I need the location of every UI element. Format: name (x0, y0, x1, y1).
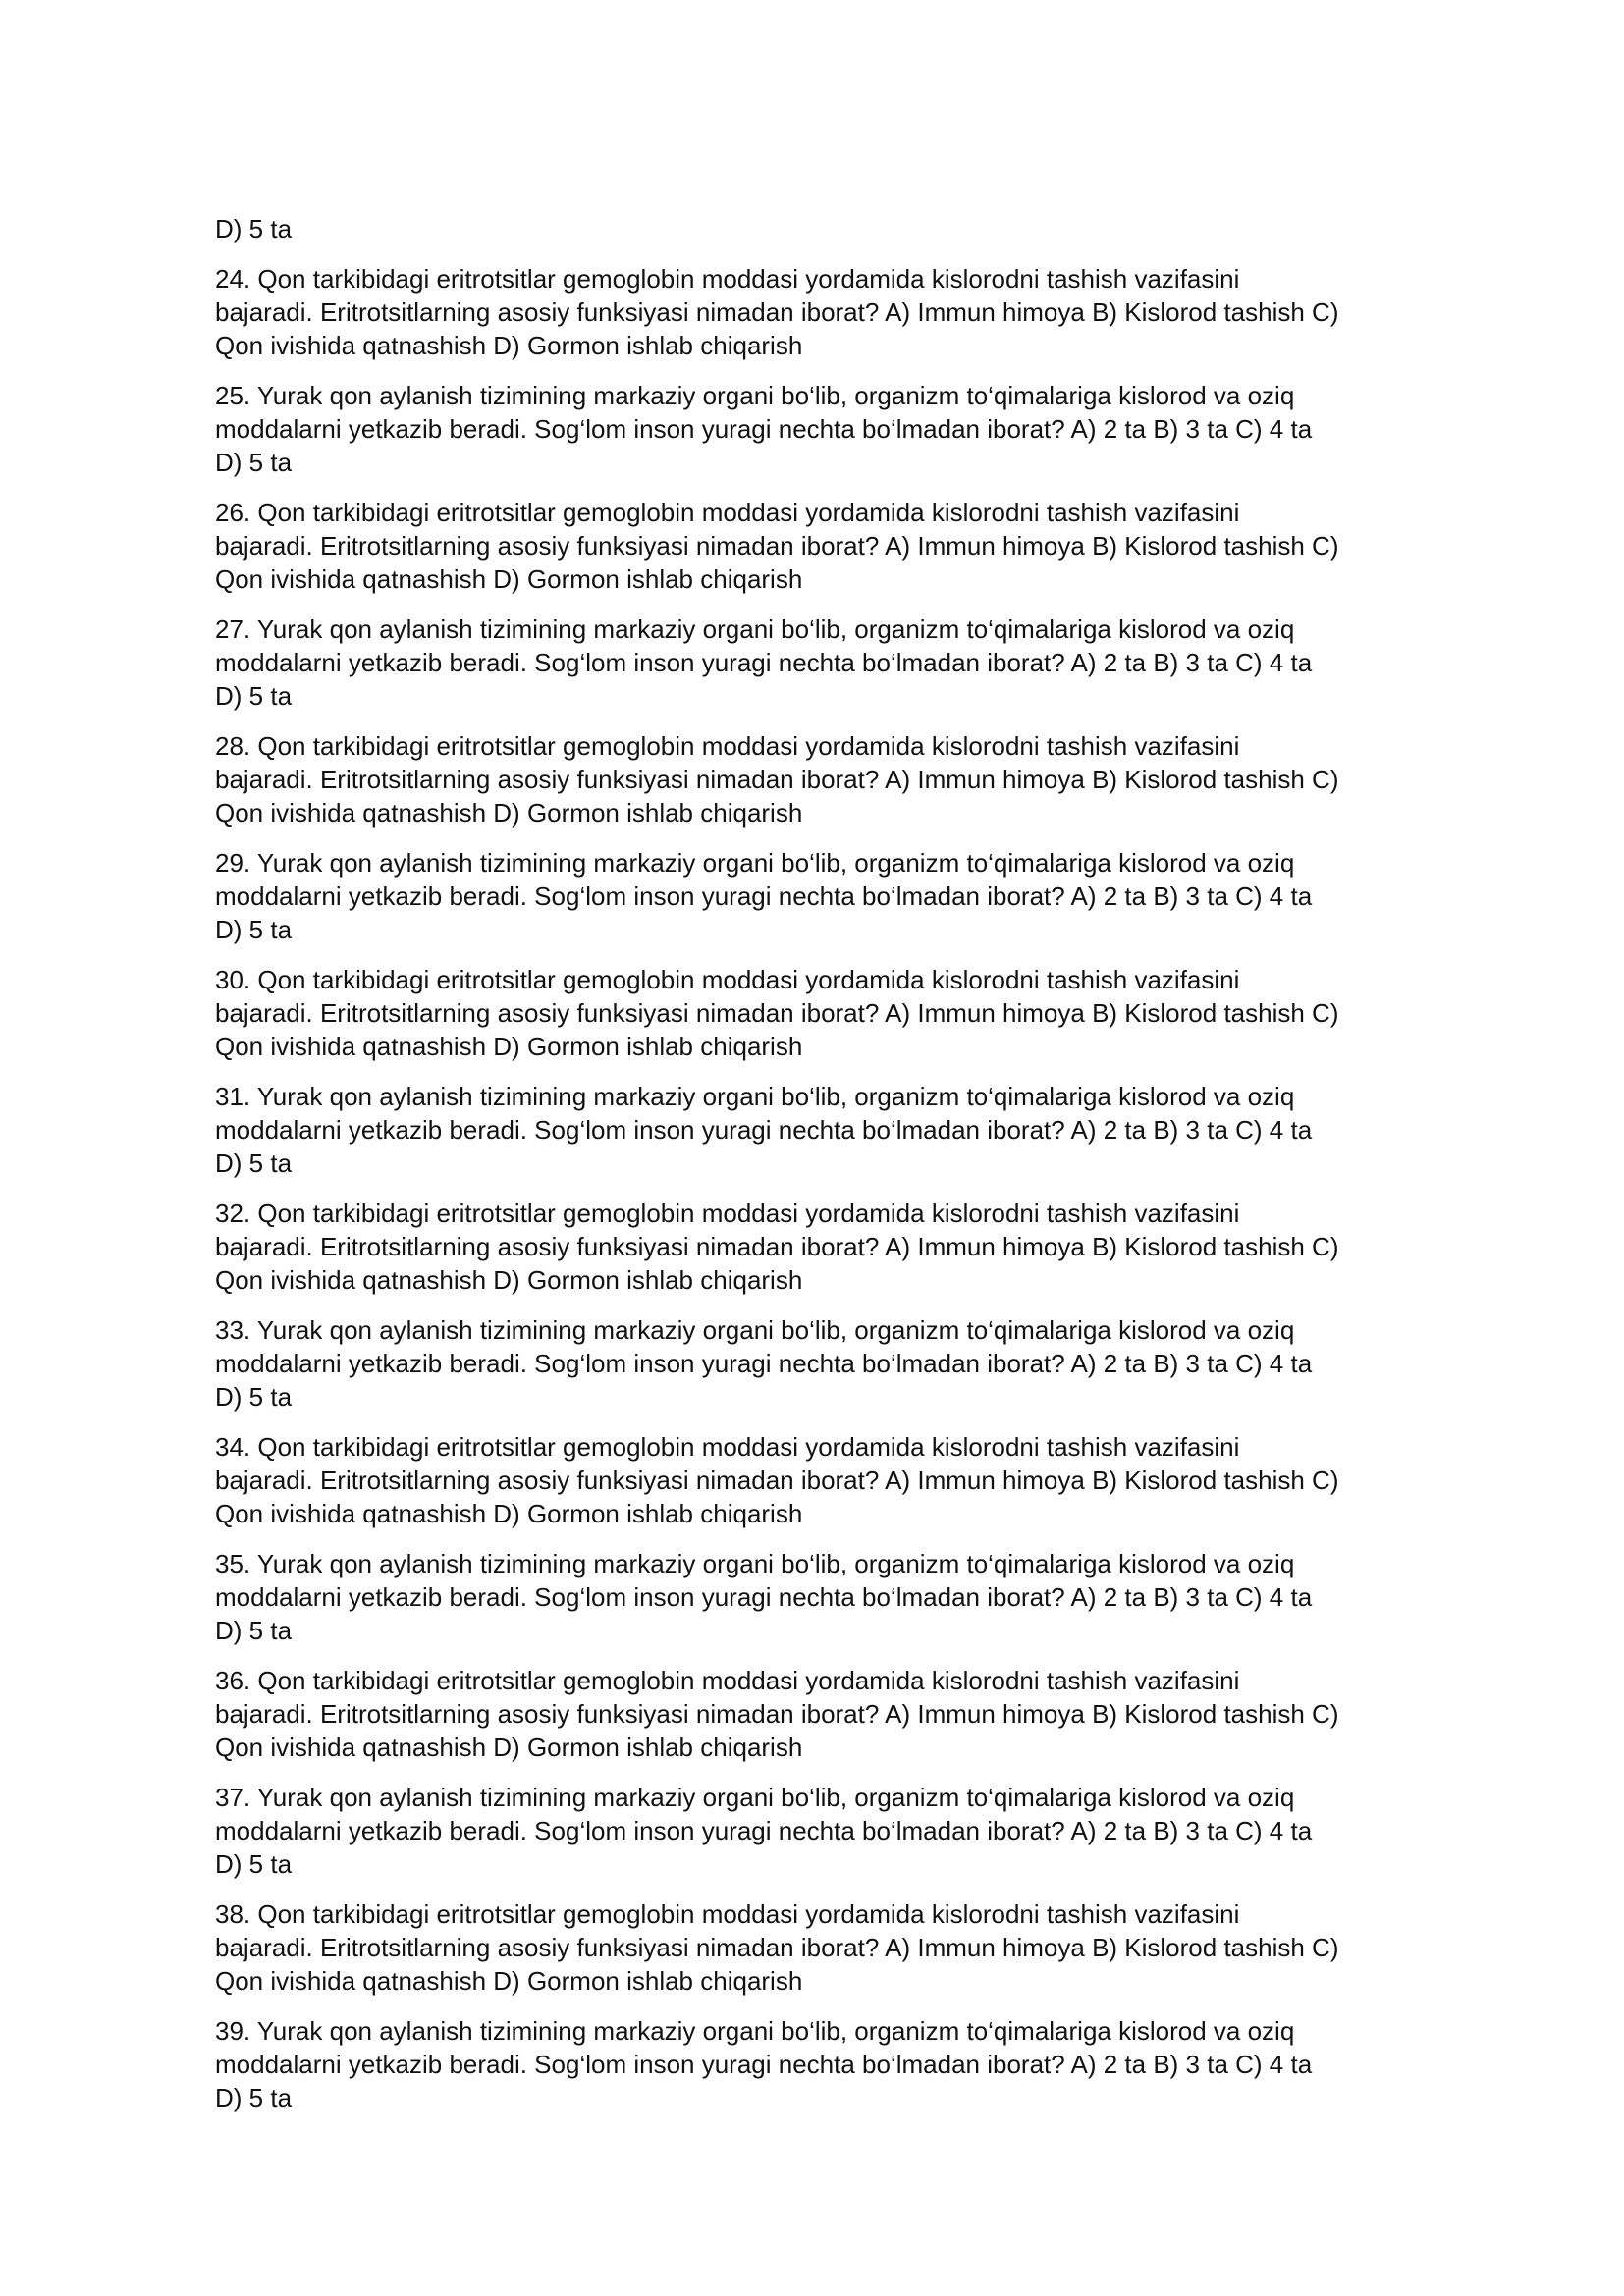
question-26: 26. Qon tarkibidagi eritrotsitlar gemoglobin moddasi yordamida kislorodni tashish vazifasini bajaradi. Eritrotsitlarning asosiy funksiyasi nimadan iborat? A) Immun himoya B) Kislorod tashish C) Qon ivishida qatnashish D) Gormon ishlab chiqarish (215, 498, 1339, 594)
question-30: 30. Qon tarkibidagi eritrotsitlar gemoglobin moddasi yordamida kislorodni tashish vazifasini bajaradi. Eritrotsitlarning asosiy funksiyasi nimadan iborat? A) Immun himoya B) Kislorod tashish C) Qon ivishida qatnashish D) Gormon ishlab chiqarish (215, 965, 1339, 1061)
question-39: 39. Yurak qon aylanish tizimining markaziy organi bo‘lib, organizm to‘qimalariga kislorod va oziq moddalarni yetkazib beradi. Sog‘lom inson yuragi nechta bo‘lmadan iborat? A) 2 ta B) 3 ta C) 4 ta D) 5 ta (215, 2016, 1313, 2112)
question-27: 27. Yurak qon aylanish tizimining markaziy organi bo‘lib, organizm to‘qimalariga kislorod va oziq moddalarni yetkazib beradi. Sog‘lom inson yuragi nechta bo‘lmadan iborat? A) 2 ta B) 3 ta C) 4 ta D) 5 ta (215, 614, 1313, 711)
question-31: 31. Yurak qon aylanish tizimining markaziy organi bo‘lib, organizm to‘qimalariga kislorod va oziq moddalarni yetkazib beradi. Sog‘lom inson yuragi nechta bo‘lmadan iborat? A) 2 ta B) 3 ta C) 4 ta D) 5 ta (215, 1082, 1313, 1178)
question-37: 37. Yurak qon aylanish tizimining markaziy organi bo‘lib, organizm to‘qimalariga kislorod va oziq moddalarni yetkazib beradi. Sog‘lom inson yuragi nechta bo‘lmadan iborat? A) 2 ta B) 3 ta C) 4 ta D) 5 ta (215, 1783, 1313, 1879)
question-28: 28. Qon tarkibidagi eritrotsitlar gemoglobin moddasi yordamida kislorodni tashish vazifasini bajaradi. Eritrotsitlarning asosiy funksiyasi nimadan iborat? A) Immun himoya B) Kislorod tashish C) Qon ivishida qatnashish D) Gormon ishlab chiqarish (215, 731, 1339, 828)
question-34: 34. Qon tarkibidagi eritrotsitlar gemoglobin moddasi yordamida kislorodni tashish vazifasini bajaradi. Eritrotsitlarning asosiy funksiyasi nimadan iborat? A) Immun himoya B) Kislorod tashish C) Qon ivishida qatnashish D) Gormon ishlab chiqarish (215, 1432, 1339, 1528)
paragraph-continuation: D) 5 ta (215, 214, 293, 243)
document-body (215, 212, 1433, 2131)
question-33: 33. Yurak qon aylanish tizimining markaziy organi bo‘lib, organizm to‘qimalariga kislorod va oziq moddalarni yetkazib beradi. Sog‘lom inson yuragi nechta bo‘lmadan iborat? A) 2 ta B) 3 ta C) 4 ta D) 5 ta (215, 1315, 1313, 1412)
question-36: 36. Qon tarkibidagi eritrotsitlar gemoglobin moddasi yordamida kislorodni tashish vazifasini bajaradi. Eritrotsitlarning asosiy funksiyasi nimadan iborat? A) Immun himoya B) Kislorod tashish C) Qon ivishida qatnashish D) Gormon ishlab chiqarish (215, 1666, 1339, 1762)
question-35: 35. Yurak qon aylanish tizimining markaziy organi bo‘lib, organizm to‘qimalariga kislorod va oziq moddalarni yetkazib beradi. Sog‘lom inson yuragi nechta bo‘lmadan iborat? A) 2 ta B) 3 ta C) 4 ta D) 5 ta (215, 1549, 1313, 1645)
question-29: 29. Yurak qon aylanish tizimining markaziy organi bo‘lib, organizm to‘qimalariga kislorod va oziq moddalarni yetkazib beradi. Sog‘lom inson yuragi nechta bo‘lmadan iborat? A) 2 ta B) 3 ta C) 4 ta D) 5 ta (215, 848, 1313, 944)
question-32: 32. Qon tarkibidagi eritrotsitlar gemoglobin moddasi yordamida kislorodni tashish vazifasini bajaradi. Eritrotsitlarning asosiy funksiyasi nimadan iborat? A) Immun himoya B) Kislorod tashish C) Qon ivishida qatnashish D) Gormon ishlab chiqarish (215, 1199, 1339, 1295)
question-24: 24. Qon tarkibidagi eritrotsitlar gemoglobin moddasi yordamida kislorodni tashish vazifasini bajaradi. Eritrotsitlarning asosiy funksiyasi nimadan iborat? A) Immun himoya B) Kislorod tashish C) Qon ivishida qatnashish D) Gormon ishlab chiqarish (215, 264, 1339, 360)
question-38: 38. Qon tarkibidagi eritrotsitlar gemoglobin moddasi yordamida kislorodni tashish vazifasini bajaradi. Eritrotsitlarning asosiy funksiyasi nimadan iborat? A) Immun himoya B) Kislorod tashish C) Qon ivishida qatnashish D) Gormon ishlab chiqarish (215, 1899, 1339, 1996)
question-25: 25. Yurak qon aylanish tizimining markaziy organi bo‘lib, organizm to‘qimalariga kislorod va oziq moddalarni yetkazib beradi. Sog‘lom inson yuragi nechta bo‘lmadan iborat? A) 2 ta B) 3 ta C) 4 ta D) 5 ta (215, 381, 1313, 477)
